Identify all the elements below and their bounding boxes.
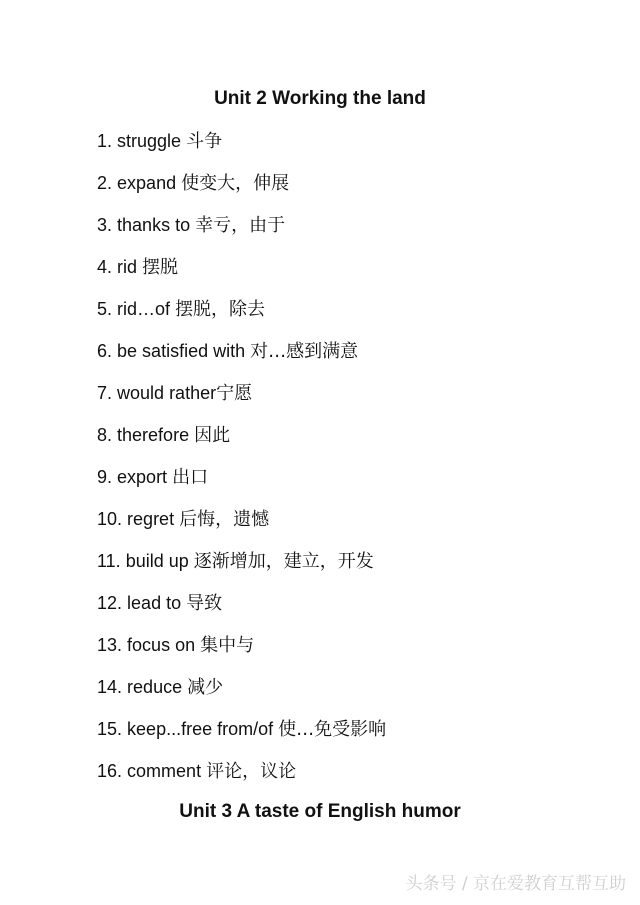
vocab-item (97, 465, 386, 507)
vocab-chinese: 减少 (187, 677, 224, 698)
vocab-number: 13. (97, 635, 123, 655)
vocab-english: export (117, 467, 168, 487)
vocab-item (97, 759, 386, 801)
vocab-english: lead to (127, 593, 182, 613)
vocab-number: 7. (97, 383, 113, 403)
vocab-chinese: 评论，议论 (206, 761, 297, 782)
vocab-item (97, 339, 386, 381)
vocab-english: keep...free from/of (127, 719, 274, 739)
vocab-item (97, 507, 386, 549)
vocab-chinese: 幸亏，由于 (195, 215, 286, 236)
vocab-chinese: 出口 (172, 467, 209, 488)
vocab-number: 3. (97, 215, 113, 235)
vocab-chinese: 使变大，伸展 (181, 173, 290, 194)
watermark: 头条号 / 京在爱教育互帮互助 (405, 874, 626, 894)
vocab-english: focus on (127, 635, 196, 655)
vocab-number: 5. (97, 299, 113, 319)
vocab-item (97, 423, 386, 465)
vocab-chinese: 导致 (186, 593, 223, 614)
vocab-chinese: 斗争 (186, 131, 223, 152)
unit-3-heading: Unit 3 A taste of English humor (179, 801, 461, 822)
vocab-number: 16. (97, 761, 123, 781)
vocab-english: reduce (127, 677, 183, 697)
vocab-number: 6. (97, 341, 113, 361)
vocab-item (97, 675, 386, 717)
vocab-number: 8. (97, 425, 113, 445)
vocab-item (97, 213, 386, 255)
vocab-chinese: 使…免受影响 (278, 719, 387, 740)
vocab-number: 15. (97, 719, 123, 739)
vocab-item (97, 591, 386, 633)
vocab-english: would rather (117, 383, 217, 403)
vocab-chinese: 摆脱 (142, 257, 179, 278)
vocab-chinese: 宁愿 (216, 383, 253, 404)
vocab-number: 10. (97, 509, 123, 529)
vocab-english: therefore (117, 425, 190, 445)
vocab-item (97, 549, 386, 591)
vocab-chinese: 集中与 (200, 635, 255, 656)
vocab-item (97, 129, 386, 171)
vocab-chinese: 对…感到满意 (250, 341, 359, 362)
vocab-chinese: 逐渐增加，建立，开发 (193, 551, 374, 572)
vocab-number: 2. (97, 173, 113, 193)
vocab-number: 14. (97, 677, 123, 697)
vocab-item (97, 717, 386, 759)
vocab-number: 12. (97, 593, 123, 613)
vocab-number: 9. (97, 467, 113, 487)
vocab-item (97, 255, 386, 297)
vocab-number: 4. (97, 257, 113, 277)
vocab-number: 11. (97, 551, 121, 571)
vocab-english: rid (117, 257, 138, 277)
vocabulary-list (97, 129, 386, 801)
vocab-number: 1. (97, 131, 113, 151)
vocab-item (97, 633, 386, 675)
vocab-english: expand (117, 173, 177, 193)
vocab-chinese: 摆脱，除去 (175, 299, 266, 320)
vocab-english: thanks to (117, 215, 191, 235)
vocab-english: build up (125, 551, 189, 571)
vocab-chinese: 后悔，遗憾 (179, 509, 270, 530)
vocab-english: struggle (117, 131, 182, 151)
unit-2-heading: Unit 2 Working the land (214, 88, 426, 109)
vocab-item (97, 297, 386, 339)
vocab-item (97, 171, 386, 213)
vocab-chinese: 因此 (194, 425, 231, 446)
vocab-english: rid…of (117, 299, 171, 319)
vocab-item (97, 381, 386, 423)
vocab-english: regret (127, 509, 175, 529)
vocab-english: be satisfied with (117, 341, 246, 361)
vocab-english: comment (127, 761, 202, 781)
